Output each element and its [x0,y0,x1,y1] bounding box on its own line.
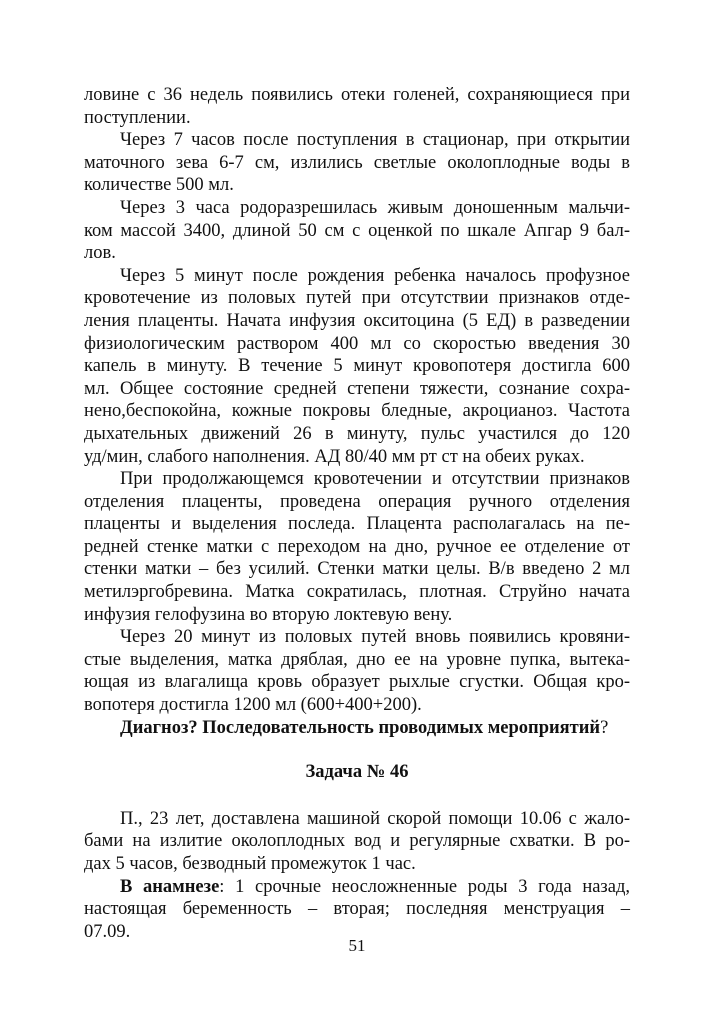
text-line: стые выделения, матка дряблая, дно ее на уровне пупка, вытека- [84,649,630,670]
text-line: лов. [84,243,116,264]
anamnesis-label: В анамнезе [120,876,220,897]
text-line: Через 20 минут из половых путей вновь появились кровяни- [120,627,630,648]
text-line: маточного зева 6-7 см, излились светлые околоплодные воды в [84,152,630,173]
text-line: настоящая беременность – вторая; последняя менструация – [84,899,630,920]
text-line: инфузия гелофузина во вторую локтевую вену. [84,604,453,625]
text-line: метилэргобревина. Матка сократилась, плотная. Струйно начата [84,582,630,603]
text-line: поступлении. [84,107,191,128]
text-line: количестве 500 мл. [84,175,234,196]
text-line: ловине с 36 недель появились отеки голеней, сохраняющиеся при [84,85,630,105]
text-line: П., 23 лет, доставлена машиной скорой помощи 10.06 с жало- [120,808,630,829]
text-line: вопотеря достигла 1200 мл (600+400+200). [84,695,422,716]
text-line: стенки матки – без усилий. Стенки матки целы. В/в введено 2 мл [84,559,630,580]
text-line: дыхательных движений 26 в минуту, пульс участился до 120 [84,423,630,444]
text-line: ющая из влагалища кровь образует рыхлые сгустки. Общая кро- [84,672,630,693]
text-line: дах 5 часов, безводный промежуток 1 час. [84,854,416,874]
anamnesis-line [84,876,630,899]
text-line: мл. Общее состояние средней степени тяжести, сознание сохра- [84,378,630,399]
text-line: Через 7 часов после поступления в стационар, при открытии [120,130,630,151]
text-line: Через 5 минут после рождения ребенка началось профузное [120,265,630,286]
text-line: нено,беспокойна, кожные покровы бледные, акроцианоз. Частота [84,401,630,422]
text-line: ления плаценты. Начата инфузия окситоцина (5 ЕД) в разведении [84,310,630,331]
text-line: капель в минуту. В течение 5 минут кровопотеря достигла 600 [84,356,630,377]
text-line: 07.09. [84,921,131,942]
anamnesis-text: : 1 срочные неосложненные роды 3 года назад, [219,876,630,897]
text-line: уд/мин, слабого наполнения. АД 80/40 мм рт ст на обеих руках. [84,446,585,467]
text-line: физиологическим раствором 400 мл со скоростью введения 30 [84,333,630,354]
text-line: отделения плаценты, проведена операция ручного отделения [84,491,630,512]
text-line: ком массой 3400, длиной 50 см с оценкой по шкале Апгар 9 бал- [84,220,630,241]
question-line [84,717,630,740]
text-line: При продолжающемся кровотечении и отсутствии признаков [120,469,630,490]
text-line: редней стенке матки с переходом на дно, ручное ее отделение от [84,536,630,557]
document-page [84,84,630,943]
text-line: бами на излитие околоплодных вод и регулярные схватки. В ро- [84,831,630,852]
question-mark: ? [600,717,609,738]
text-line: плаценты и выделения последа. Плацента располагалась на пе- [84,514,630,535]
text-line: кровотечение из половых путей при отсутствии признаков отде- [84,288,630,309]
page-number: 51 [348,936,366,955]
task-heading: Задача № 46 [305,762,409,783]
text-line: Через 3 часа родоразрешилась живым доношенным мальчи- [120,197,630,218]
question-text: Диагноз? Последовательность проводимых мероприятий [120,717,601,738]
